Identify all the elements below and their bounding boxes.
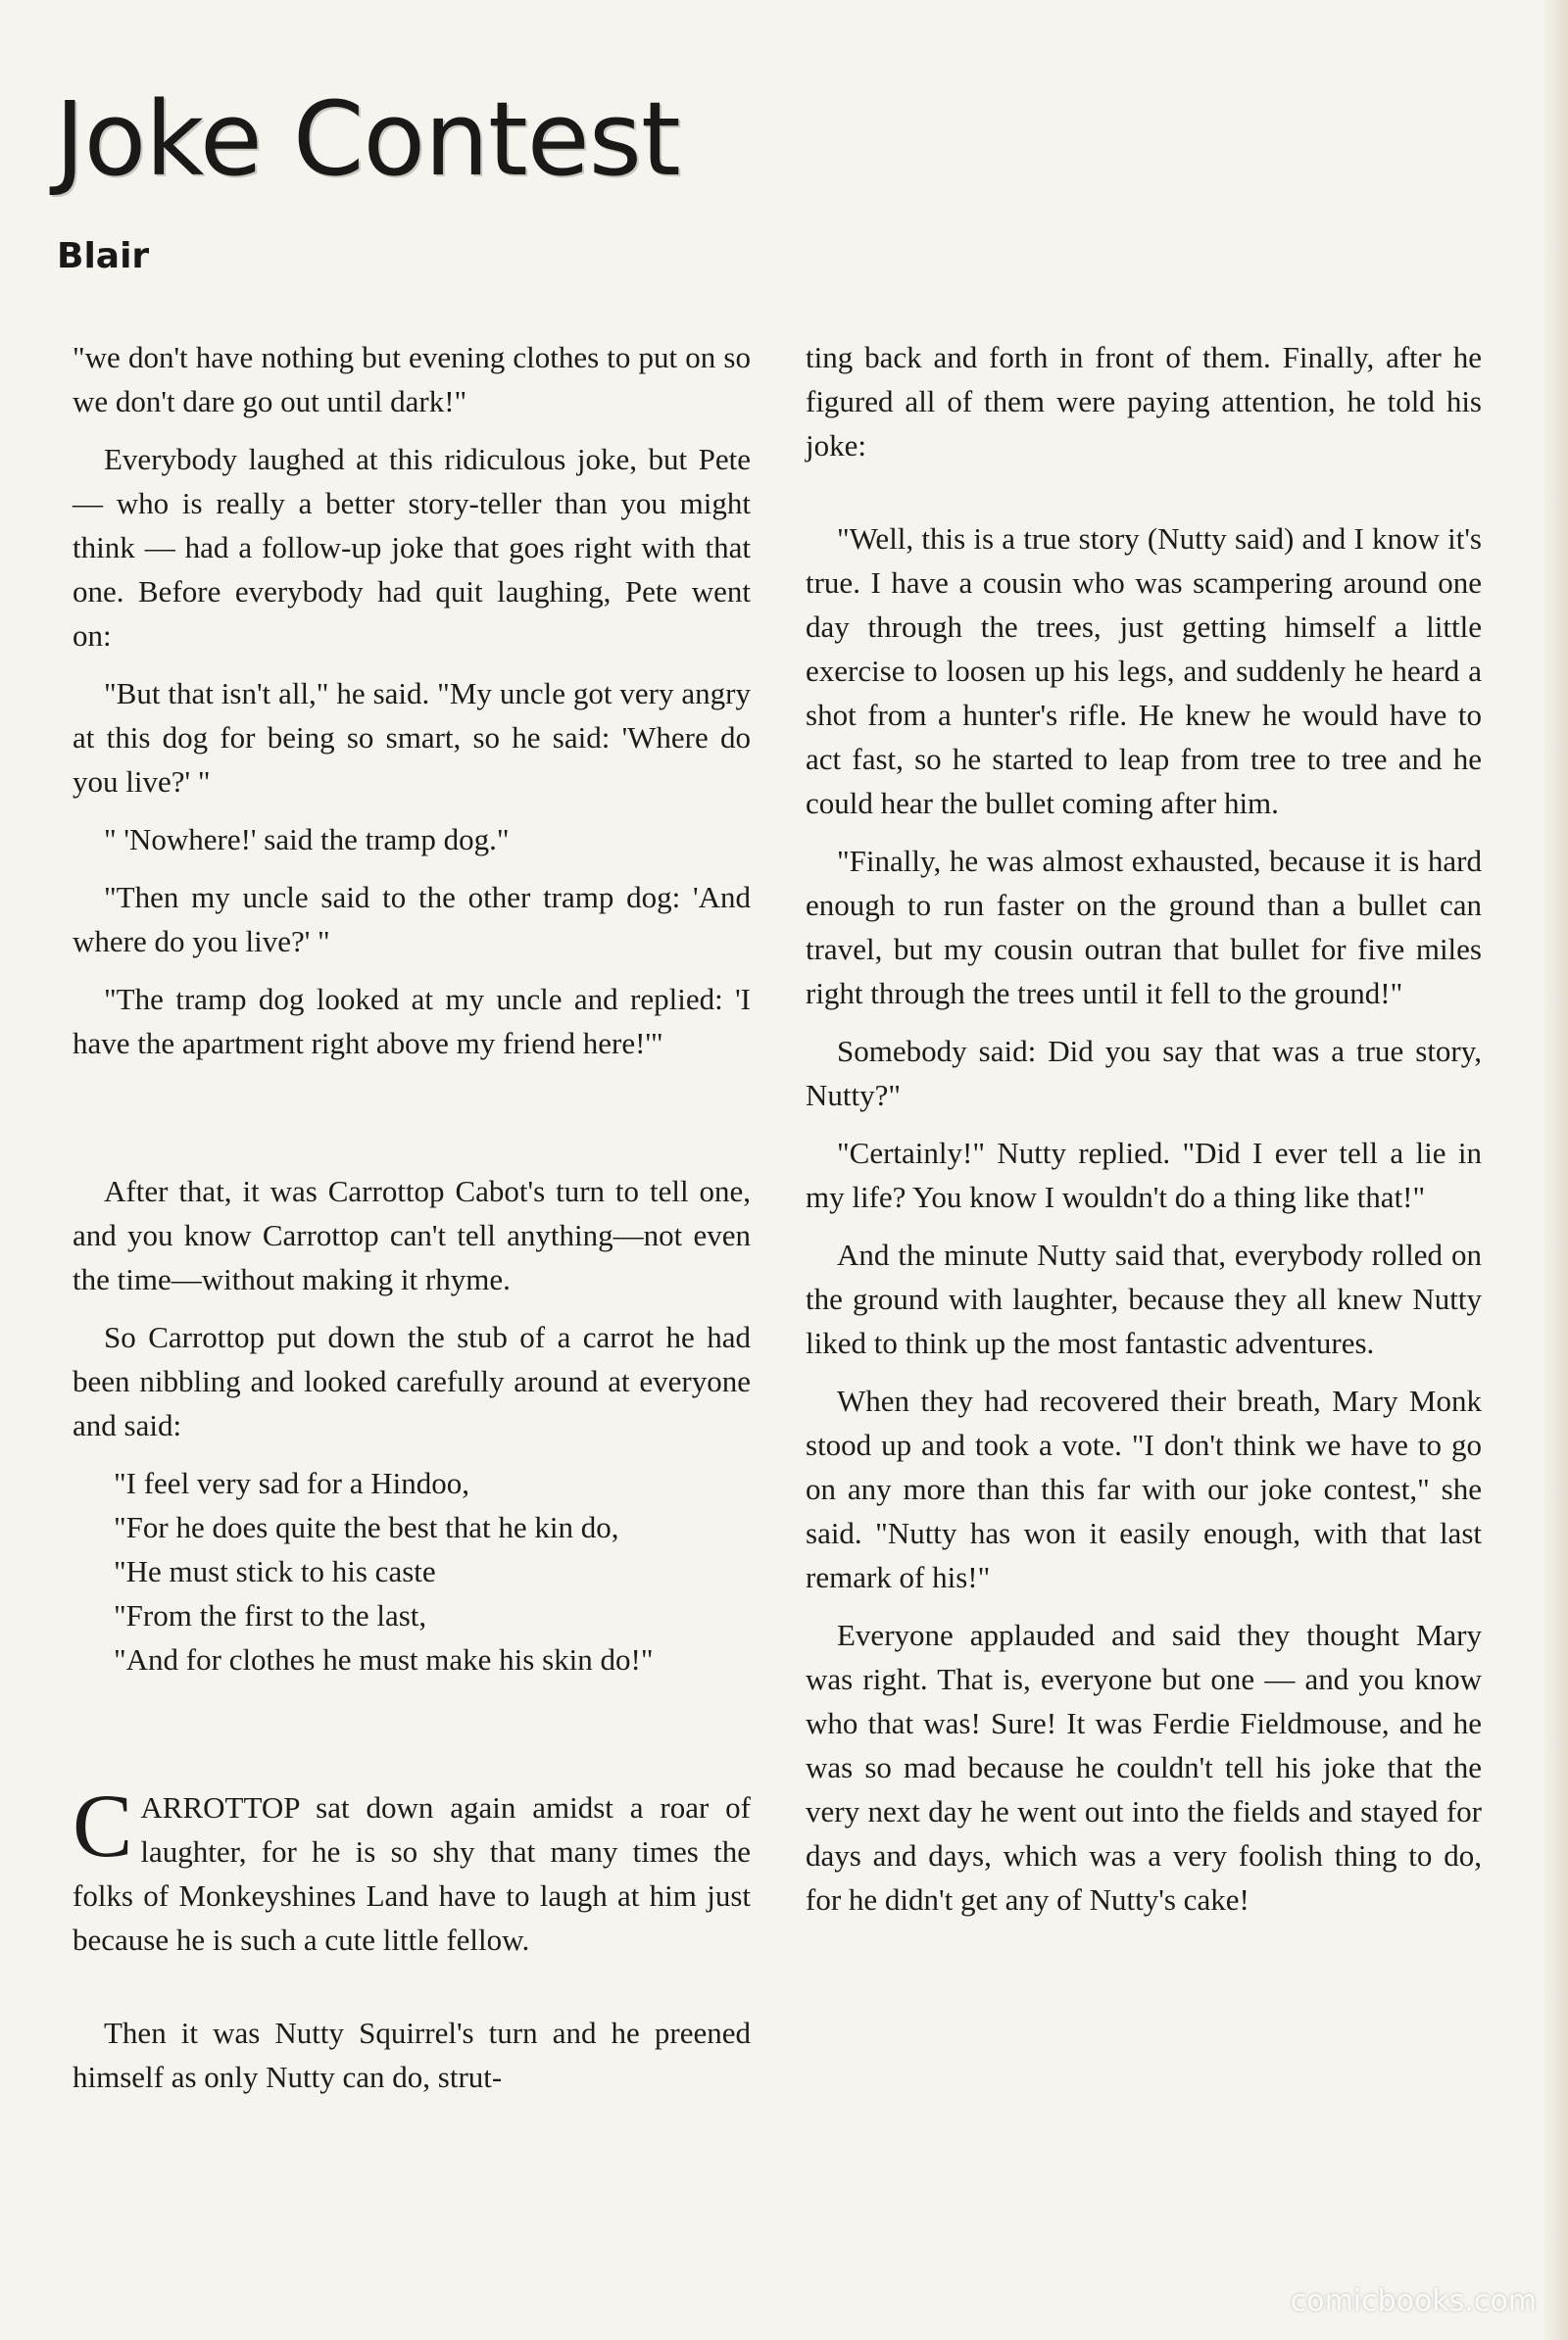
right-column (806, 335, 1482, 1935)
paragraph: When they had recovered their breath, Mary Monk stood up and took a vote. "I don't think we have to go on any more than this far with our joke contest," she said. "Nutty has won it easily enough, with that last remark of his!" (806, 1384, 1482, 1594)
page-title: Joke Contest (55, 79, 680, 199)
paragraph: Then it was Nutty Squirrel's turn and he preened himself as only Nutty can do, strut- (73, 2016, 751, 2094)
paragraph: Everyone applauded and said they thought Mary was right. That is, everyone but one — and you know who that was! Sure! It was Ferdie Fieldmouse, and he was so mad because he couldn't tell his joke that the very next day he went out into the fields and stayed for days and days, which was a very foolish thing to do, for he didn't get any of Nutty's cake! (806, 1618, 1482, 1917)
poem-line: "From the first to the last, (114, 1598, 427, 1633)
watermark: comicbooks.com (1290, 2284, 1537, 2318)
paragraph: "Then my uncle said to the other tramp dog: 'And where do you live?' " (73, 880, 751, 958)
paragraph: After that, it was Carrottop Cabot's turn to tell one, and you know Carrottop can't tell anything—not even the time—without making it rhyme. (73, 1174, 751, 1296)
drop-cap: C (73, 1776, 133, 1876)
poem-line: "He must stick to his caste (114, 1554, 436, 1588)
paragraph: "Finally, he was almost exhausted, because it is hard enough to run faster on the ground than a bullet can travel, but my cousin outran that bullet for five miles right through the trees until it fell to the ground!" (806, 844, 1482, 1010)
spacer (806, 481, 1482, 516)
spacer (73, 1079, 751, 1169)
poem-line: "For he does quite the best that he kin do, (114, 1510, 619, 1544)
paragraph: " 'Nowhere!' said the tramp dog." (104, 822, 510, 856)
paragraph: Somebody said: Did you say that was a true story, Nutty?" (806, 1034, 1482, 1112)
paragraph: "Certainly!" Nutty replied. "Did I ever tell a lie in my life? You know I wouldn't do a thing like that!" (806, 1136, 1482, 1214)
paragraph: "The tramp dog looked at my uncle and replied: 'I have the apartment right above my friend here!'" (73, 982, 751, 1060)
paragraph: ting back and forth in front of them. Finally, after he figured all of them were paying attention, he told his joke: (806, 340, 1482, 463)
paragraph: "we don't have nothing but evening clothes to put on so we don't dare go out until dark!" (73, 340, 751, 418)
poem-line: "And for clothes he must make his skin do!" (114, 1642, 654, 1677)
page-edge (1543, 0, 1568, 2340)
spacer (73, 1695, 751, 1785)
paragraph-text: ARROTTOP sat down again amidst a roar of laughter, for he is so shy that many times the folks of Monkeyshines Land have to laugh at him just because he is such a cute little fellow. (73, 1790, 751, 1957)
limerick (73, 1461, 751, 1682)
paragraph: "Well, this is a true story (Nutty said) and I know it's true. I have a cousin who was scampering around one day through the trees, just getting himself a little exercise to loosen up his legs, and suddenly he heard a shot from a hunter's rifle. He knew he would have to act fast, so he started to leap from tree to tree and he could hear the bullet coming after him. (806, 521, 1482, 820)
paragraph: Everybody laughed at this ridiculous joke, but Pete — who is really a better story-teller than you might think — had a follow-up joke that goes right with that one. Before everybody had quit laughing, Pete went on: (73, 442, 751, 653)
left-column (73, 335, 751, 2113)
paragraph: So Carrottop put down the stub of a carrot he had been nibbling and looked carefully around at everyone and said: (73, 1320, 751, 1442)
paragraph: "But that isn't all," he said. "My uncle got very angry at this dog for being so smart, so he said: 'Where do you live?' " (73, 676, 751, 799)
paragraph: And the minute Nutty said that, everybody rolled on the ground with laughter, because they all knew Nutty liked to think up the most fantastic adventures. (806, 1238, 1482, 1360)
poem-line: "I feel very sad for a Hindoo, (114, 1466, 469, 1500)
paragraph-dropcap (73, 1776, 751, 1962)
spacer (73, 1975, 751, 2011)
byline: Blair (57, 236, 150, 276)
